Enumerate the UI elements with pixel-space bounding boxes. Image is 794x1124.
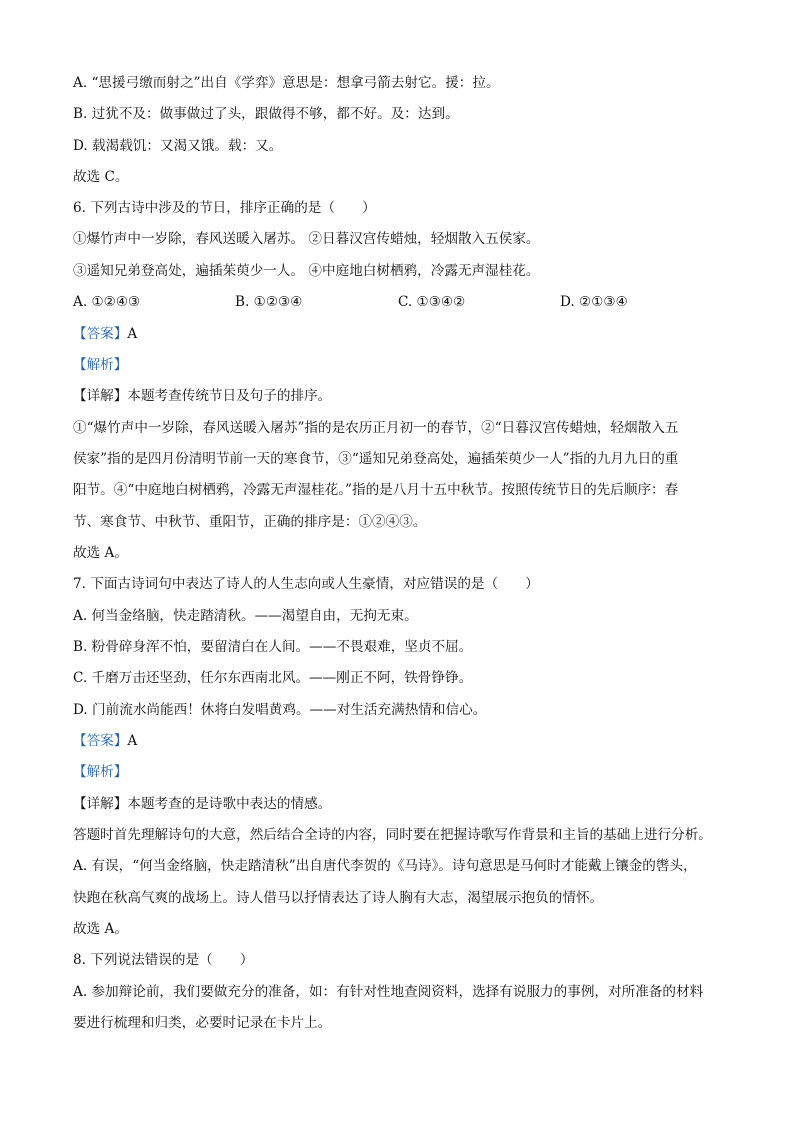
- q8-option-a-line-1: A. 参加辩论前，我们要做充分的准备，如：有针对性地查阅资料，选择有说服力的事例，对所准备的材料: [73, 984, 704, 1000]
- q6-detail-line-1: ①“爆竹声中一岁除，春风送暖入屠苏”指的是农历正月初一的春节，②“日暮汉宫传蜡烛，轻烟散入五: [73, 420, 679, 436]
- q6-answer-value: A: [127, 326, 138, 342]
- q6-detail: [73, 387, 754, 405]
- q7-detail-tag: 【详解】: [73, 796, 128, 812]
- q6-conclusion: 故选 A。: [73, 545, 128, 561]
- q7-option-c: C. 千磨万击还坚劲，任尔东西南北风。——刚正不阿，铁骨铮铮。: [73, 670, 473, 686]
- q8-stem: 8. 下列说法错误的是（ ）: [73, 952, 254, 968]
- q6-poem-line-1: ①爆竹声中一岁除，春风送暖入屠苏。 ②日暮汉宫传蜡烛，轻烟散入五侯家。: [73, 231, 540, 247]
- q6-poem-line-2: ③遥知兄弟登高处，遍插茱萸少一人。 ④中庭地白树栖鸦，冷露无声湿桂花。: [73, 263, 540, 279]
- q6-answer-tag: 【答案】: [73, 326, 128, 342]
- q7-detail-intro: 本题考查的是诗歌中表达的情感。: [127, 796, 332, 812]
- q6-detail-line-3: 阳节。④“中庭地白树栖鸦，冷露无声湿桂花。”指的是八月十五中秋节。按照传统节日的先后顺序：春: [73, 482, 679, 498]
- q7-answer-value: A: [127, 733, 138, 749]
- q7-option-d: D. 门前流水尚能西！休将白发唱黄鸡。——对生活充满热情和信心。: [73, 702, 487, 718]
- q6-detail-intro: 本题考查传统节日及句子的排序。: [127, 388, 332, 404]
- q6-option-c: C. ①③④②: [398, 294, 466, 310]
- q6-option-d: D. ②①③④: [560, 294, 628, 310]
- q7-answer: [73, 732, 754, 750]
- q7-conclusion: 故选 A。: [73, 921, 128, 937]
- q6-detail-line-2: 侯家”指的是四月份清明节前一天的寒食节，③“遥知兄弟登高处，遍插茱萸少一人”指的九月九日的重: [73, 451, 679, 467]
- q5-option-a-explanation: A. “思援弓缴而射之”出自《学弈》意思是：想拿弓箭去射它。援：拉。: [73, 75, 500, 91]
- q7-option-b: B. 粉骨碎身浑不怕，要留清白在人间。——不畏艰难，坚贞不屈。: [73, 639, 473, 655]
- q5-conclusion: 故选 C。: [73, 169, 129, 185]
- q6-analysis-label: 【解析】: [73, 357, 128, 373]
- q6-answer: [73, 325, 754, 343]
- q5-option-b-explanation: B. 过犹不及：做事做过了头，跟做得不够，都不好。及：达到。: [73, 106, 459, 122]
- q7-analysis-tag: [73, 763, 754, 781]
- q7-option-a: A. 何当金络脑，快走踏清秋。——渴望自由，无拘无束。: [73, 608, 418, 624]
- q6-detail-tag: 【详解】: [73, 388, 128, 404]
- q8-option-a-line-2: 要进行梳理和归类，必要时记录在卡片上。: [73, 1015, 332, 1031]
- q6-detail-line-4: 节、寒食节、中秋节、重阳节，正确的排序是：①②④③。: [73, 514, 427, 530]
- q7-explain-line-2: 快跑在秋高气爽的战场上。诗人借马以抒情表达了诗人胸有大志，渴望展示抱负的情怀。: [73, 890, 604, 906]
- q7-detail: [73, 795, 754, 813]
- q6-stem: 6. 下列古诗中涉及的节日，排序正确的是（ ）: [73, 200, 376, 216]
- q7-stem: 7. 下面古诗词句中表达了诗人的人生志向或人生豪情，对应错误的是（ ）: [73, 576, 539, 592]
- q7-explain-line-1: A. 有误，“何当金络脑，快走踏清秋”出自唐代李贺的《马诗》。诗句意思是马何时才能戴上镶金的辔头，: [73, 858, 697, 874]
- q6-option-b: B. ①②③④: [235, 294, 303, 310]
- q6-analysis-tag: [73, 356, 754, 374]
- q7-answer-tag: 【答案】: [73, 733, 128, 749]
- q6-option-a: A. ①②④③: [73, 294, 141, 310]
- q7-analysis-label: 【解析】: [73, 764, 128, 780]
- q5-option-d-explanation: D. 载渴载饥：又渴又饿。载：又。: [73, 138, 283, 154]
- q7-method: 答题时首先理解诗句的大意，然后结合全诗的内容，同时要在把握诗歌写作背景和主旨的基础上进行分析。: [73, 827, 712, 843]
